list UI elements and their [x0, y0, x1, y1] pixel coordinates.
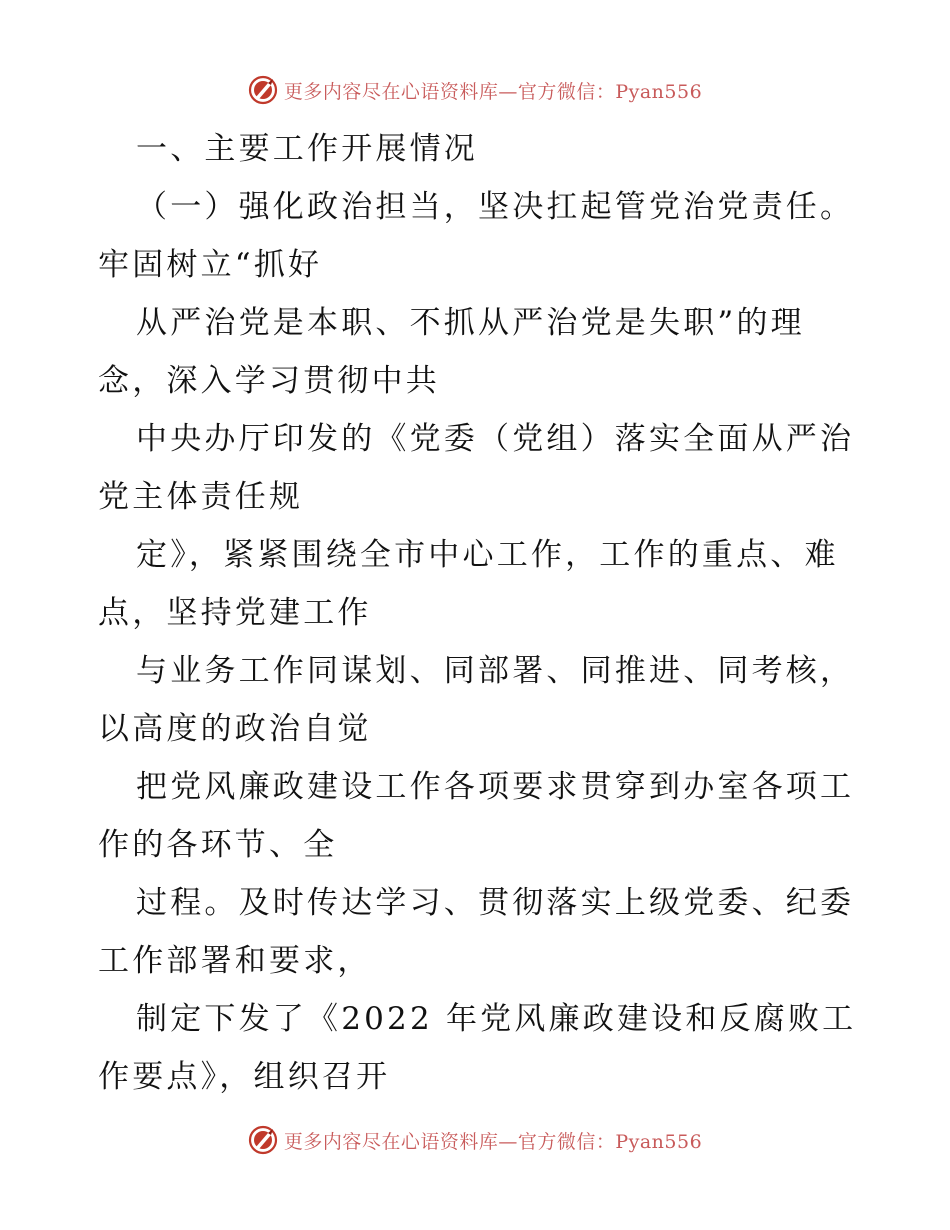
document-line: 点，坚持党建工作: [98, 595, 372, 631]
document-line: 作的各环节、全: [98, 827, 338, 863]
document-line: 党主体责任规: [98, 479, 304, 515]
document-line: 中央办厅印发的《党委（党组）落实全面从严治: [136, 421, 855, 457]
document-line: （一）强化政治担当，坚决扛起管党治党责任。: [136, 189, 855, 225]
quill-logo-icon: [248, 1125, 278, 1155]
document-line: 牢固树立“抓好: [98, 247, 323, 283]
quill-logo-icon: [248, 75, 278, 105]
document-line: 过程。及时传达学习、贯彻落实上级党委、纪委: [136, 885, 855, 921]
document-line: 以高度的政治自觉: [98, 711, 372, 747]
document-line: 念，深入学习贯彻中共: [98, 363, 440, 399]
document-line: 作要点》，组织召开: [98, 1059, 391, 1095]
document-line: 把党风廉政建设工作各项要求贯穿到办室各项工: [136, 769, 855, 805]
document-line: 制定下发了《2022 年党风廉政建设和反腐败工: [136, 1001, 857, 1037]
watermark-text: 更多内容尽在心语资料库—官方微信：Pyan556: [283, 1130, 703, 1153]
document-line: 工作部署和要求，: [98, 943, 372, 979]
watermark-text: 更多内容尽在心语资料库—官方微信：Pyan556: [283, 80, 703, 103]
watermark-banner-bottom: [0, 1122, 950, 1158]
document-line: 从严治党是本职、不抓从严治党是失职”的理: [136, 305, 805, 341]
document-line: 一、主要工作开展情况: [136, 131, 478, 167]
document-line: 与业务工作同谋划、同部署、同推进、同考核，: [136, 653, 855, 689]
document-line: 定》，紧紧围绕全市中心工作，工作的重点、难: [136, 537, 839, 573]
watermark-banner-top: [0, 72, 950, 108]
document-body: [98, 120, 858, 1106]
